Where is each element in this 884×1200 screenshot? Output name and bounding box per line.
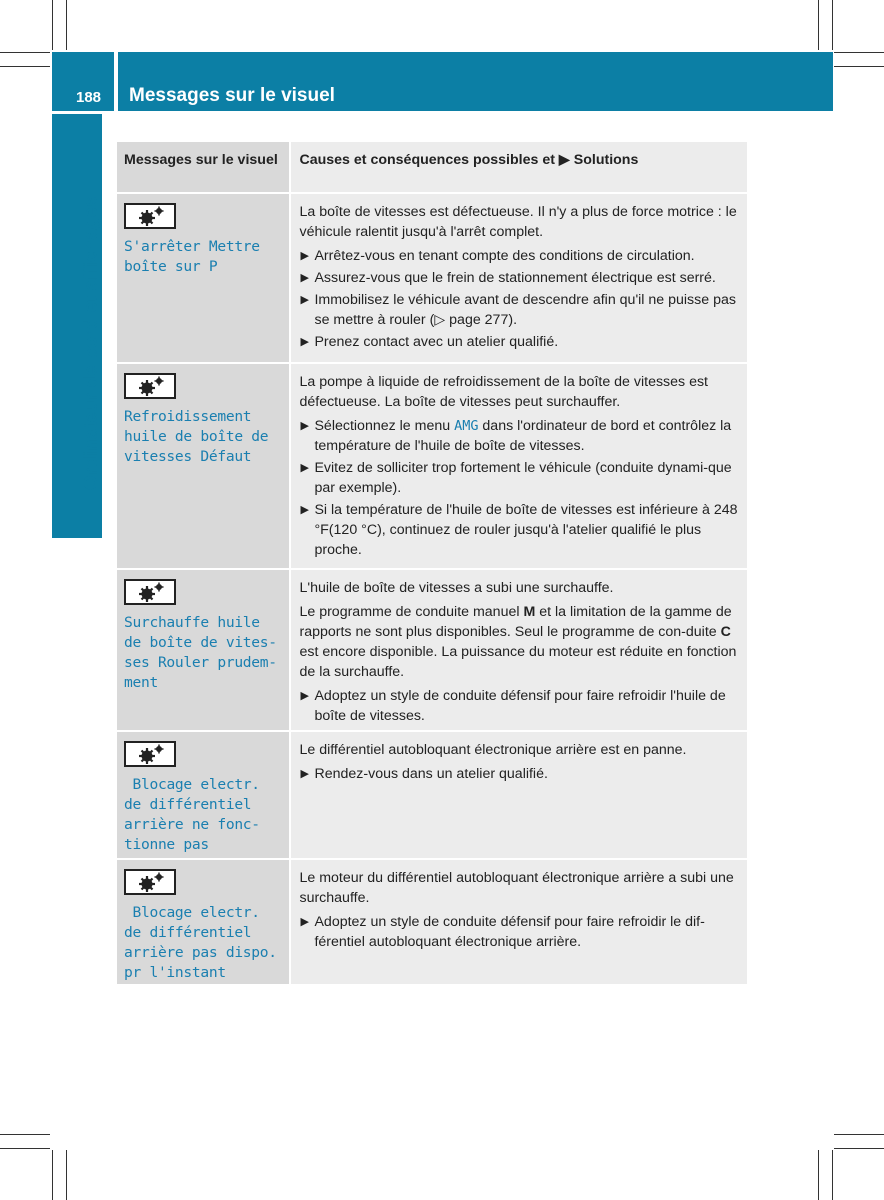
arrow-right-icon: ▶: [300, 504, 309, 516]
transmission-gear-icon: [124, 579, 176, 605]
solution-cell: [291, 732, 747, 858]
table-row: [117, 570, 747, 732]
transmission-gear-icon: [124, 373, 176, 399]
crop-mark: [832, 0, 833, 50]
solution-step: ▶ Rendez-vous dans un atelier qualifié.: [300, 766, 548, 782]
display-message: S'arrêter Mettre boîte sur P: [124, 238, 260, 275]
arrow-right-icon: ▶: [300, 294, 309, 306]
crop-mark: [0, 66, 50, 67]
transmission-gear-icon: [124, 741, 176, 767]
section-label: Ordinateur de bord et affichages: [81, 196, 102, 490]
cause-text: La boîte de vitesses est défectueuse. Il n'y a plus de force motrice : le véhicule ralentit jusqu'à l'arrêt complet.: [299, 204, 737, 240]
solution-step: ▶ Prenez contact avec un atelier qualifié.: [300, 334, 559, 350]
messages-table: [117, 142, 747, 986]
crop-mark: [52, 1150, 53, 1200]
display-message: Blocage electr. de différentiel arrière ne fonc- tionne pas: [124, 776, 260, 853]
arrow-right-icon: ▶: [300, 916, 309, 928]
message-cell: [117, 570, 289, 730]
page-title: Messages sur le visuel: [129, 85, 335, 106]
table-row: [117, 732, 747, 860]
crop-mark: [0, 1148, 50, 1149]
arrow-right-icon: ▶: [300, 462, 309, 474]
solution-step: ▶ Si la température de l'huile de boîte de vitesses est inférieure à 248 °F(120 °C), continuez de rouler jusqu'à l'atelier qualifié le plus proche.: [300, 502, 738, 558]
display-message: Refroidissement huile de boîte de vitesses Défaut: [124, 408, 269, 465]
solution-step: ▶ Immobilisez le véhicule avant de descendre afin qu'il ne puisse pas se mettre à rouler (▷ page 277).: [300, 292, 736, 328]
cause-text: La pompe à liquide de refroidissement de la boîte de vitesses est défectueuse. La boîte de vitesses peut surchauffer.: [299, 374, 708, 410]
transmission-gear-icon: [124, 869, 176, 895]
arrow-right-icon: ▶: [300, 420, 309, 432]
table-row: [117, 860, 747, 986]
table-header-row: [117, 142, 747, 194]
column-header-causes: Causes et conséquences possibles et ▶ Solutions: [291, 142, 747, 192]
column-header-messages: Messages sur le visuel: [117, 142, 289, 192]
solution-step: ▶ Sélectionnez le menu AMG dans l'ordinateur de bord et contrôlez la température de l'huile de boîte de vitesses.: [300, 418, 732, 454]
cause-text: L'huile de boîte de vitesses a subi une surchauffe.: [299, 580, 614, 596]
crop-mark: [818, 0, 819, 50]
page-number: 188: [76, 89, 102, 106]
display-message: Surchauffe huile de boîte de vites- ses Rouler prudem- ment: [124, 614, 277, 691]
solution-step: ▶ Adoptez un style de conduite défensif pour faire refroidir le dif-férentiel autobloquant électronique arrière.: [300, 914, 705, 950]
cause-text: Le moteur du différentiel autobloquant électronique arrière a subi une surchauffe.: [299, 870, 734, 906]
arrow-right-icon: ▶: [300, 336, 309, 348]
arrow-right-icon: ▶: [300, 768, 309, 780]
solution-cell: [291, 570, 747, 730]
crop-mark: [834, 1134, 884, 1135]
crop-mark: [0, 52, 50, 53]
crop-mark: [818, 1150, 819, 1200]
display-message: Blocage electr. de différentiel arrière pas dispo. pr l'instant: [124, 904, 277, 981]
arrow-right-icon: ▶: [300, 272, 309, 284]
cause-text: Le programme de conduite manuel M et la limitation de la gamme de rapports ne sont plus disponibles. Seul le programme de con-duite C est encore disponible. La puissance du moteur est réduite en fonction de la surchauffe.: [299, 604, 737, 680]
crop-mark: [66, 0, 67, 50]
solution-step: ▶ Arrêtez-vous en tenant compte des conditions de circulation.: [300, 248, 695, 264]
crop-mark: [0, 1134, 50, 1135]
crop-mark: [834, 52, 884, 53]
arrow-right-icon: ▶: [300, 250, 309, 262]
crop-mark: [834, 66, 884, 67]
solution-step: ▶ Evitez de solliciter trop fortement le véhicule (conduite dynami-que par exemple).: [300, 460, 732, 496]
menu-name: AMG: [454, 418, 479, 434]
solution-cell: [291, 860, 747, 984]
transmission-gear-icon: [124, 203, 176, 229]
message-cell: [117, 364, 289, 568]
page-header: [118, 52, 833, 111]
crop-mark: [834, 1148, 884, 1149]
message-cell: [117, 732, 289, 858]
message-cell: [117, 194, 289, 362]
message-cell: [117, 860, 289, 984]
arrow-right-icon: ▶: [300, 690, 309, 702]
crop-mark: [66, 1150, 67, 1200]
solution-cell: [291, 194, 747, 362]
solution-step: ▶ Adoptez un style de conduite défensif pour faire refroidir l'huile de boîte de vitesses.: [300, 688, 726, 724]
solution-cell: [291, 364, 747, 568]
cause-text: Le différentiel autobloquant électronique arrière est en panne.: [299, 742, 687, 758]
crop-mark: [832, 1150, 833, 1200]
crop-mark: [52, 0, 53, 50]
page-number-box: [52, 52, 114, 111]
table-row: [117, 364, 747, 570]
solution-step: ▶ Assurez-vous que le frein de stationnement électrique est serré.: [300, 270, 716, 286]
table-row: [117, 194, 747, 364]
